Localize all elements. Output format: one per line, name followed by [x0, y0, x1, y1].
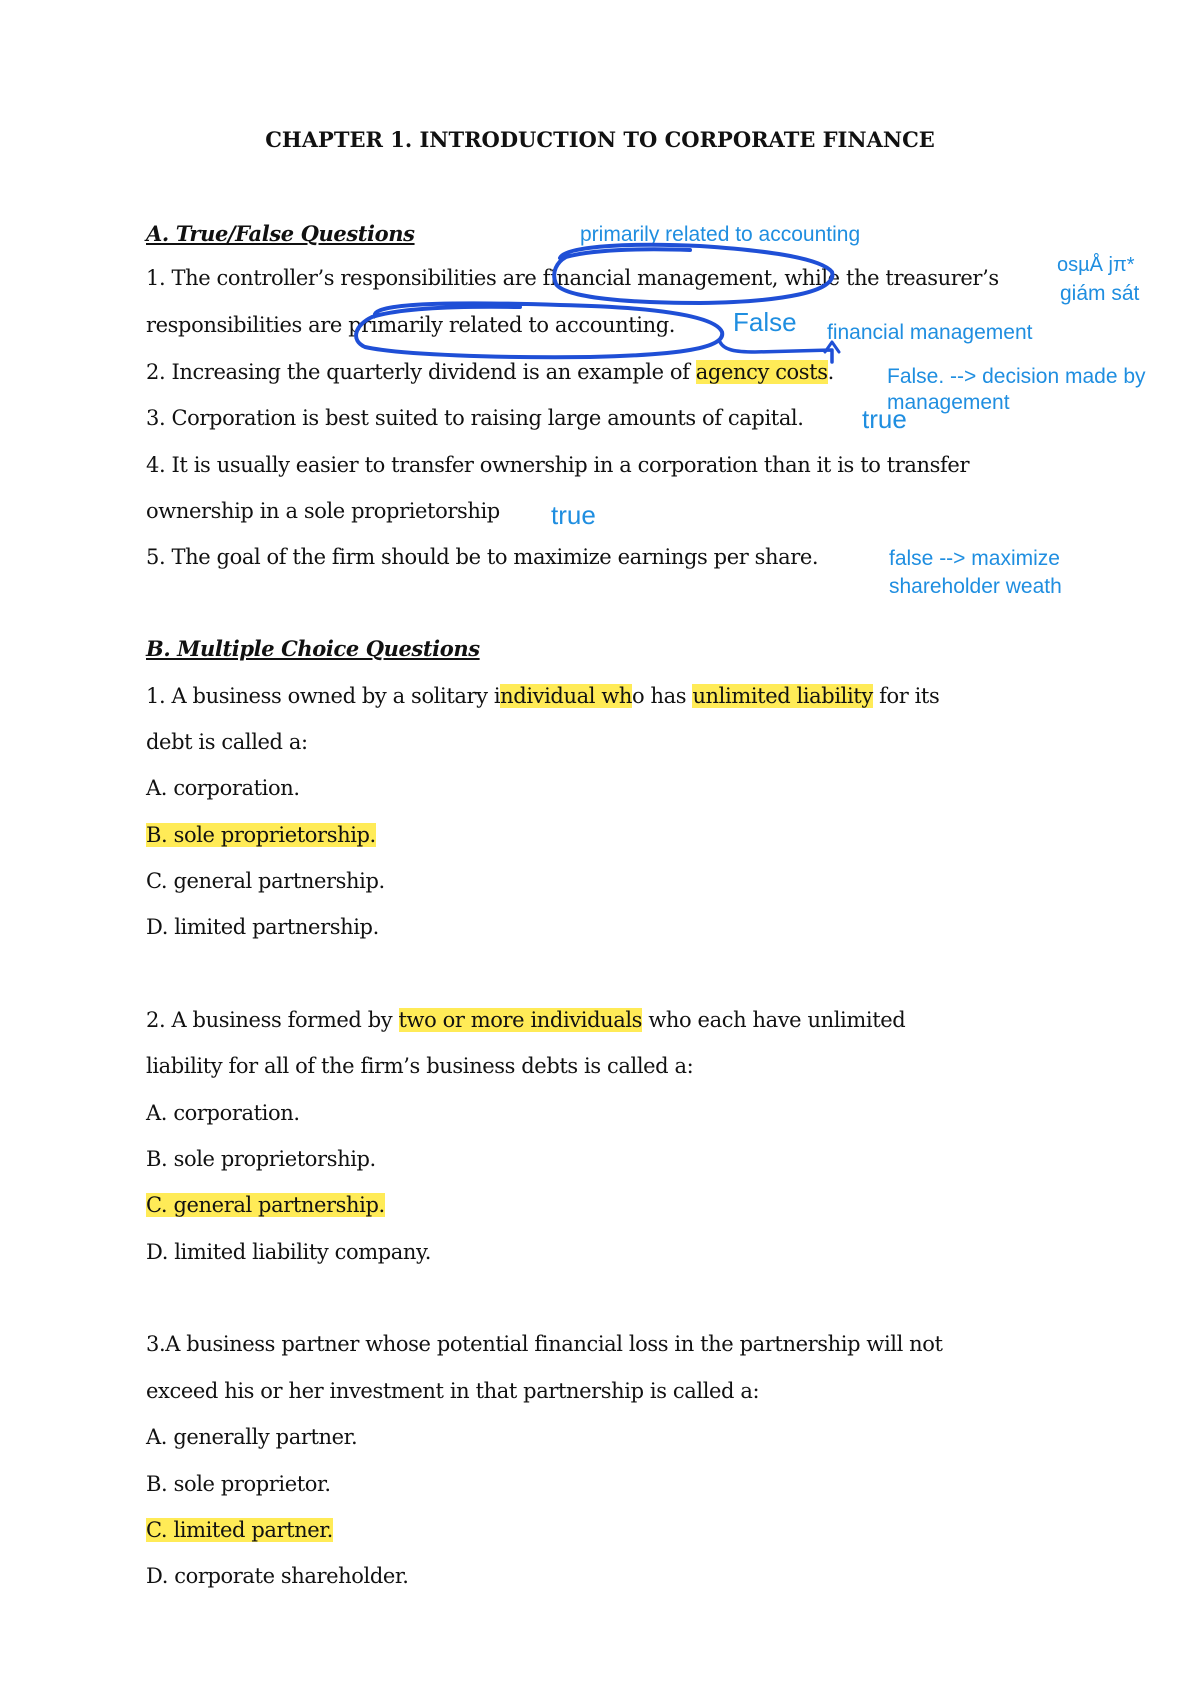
mc-q3-option-c-highlight: C. limited partner. — [146, 1518, 333, 1542]
annotation-scribble: osµÅ jπ* — [1057, 254, 1135, 276]
tf-q1-text-c: responsibilities are — [146, 313, 349, 337]
mc-q1-text-b: o has — [632, 684, 693, 708]
mc-q2-option-d: D. limited liability company. — [146, 1240, 431, 1264]
annotation-primarily-accounting: primarily related to accounting — [580, 223, 861, 246]
annotation-true-q4: true — [551, 500, 596, 530]
tf-question-2 — [146, 356, 834, 388]
mc-q3-option-a: A. generally partner. — [146, 1425, 358, 1449]
tf-question-4-line-2: ownership in a sole proprietorship — [146, 499, 500, 523]
mc-q1-option-b — [146, 819, 376, 851]
tf-question-4-line-1: 4. It is usually easier to transfer ownership in a corporation than it is to transfer — [146, 453, 970, 477]
section-b-heading: B. Multiple Choice Questions — [146, 636, 480, 661]
tf-q2-highlight: agency costs — [695, 360, 828, 384]
mc-q2-option-c-highlight: C. general partnership. — [146, 1193, 385, 1217]
mc-question-2-line-2: liability for all of the firm’s business debts is called a: — [146, 1054, 694, 1078]
tf-question-1-line-2 — [146, 309, 675, 341]
mc-q1-option-a: A. corporation. — [146, 776, 300, 800]
tf-q1-text-a: 1. The controller’s responsibilities are — [146, 266, 543, 290]
mc-question-3-line-2: exceed his or her investment in that partnership is called a: — [146, 1379, 760, 1403]
section-a-heading: A. True/False Questions — [146, 221, 415, 246]
annotation-giam-sat: giám sát — [1060, 282, 1140, 305]
mc-q2-option-b: B. sole proprietorship. — [146, 1147, 376, 1171]
annotation-true-q3: true — [862, 404, 907, 434]
annotation-false-q1: False — [733, 307, 797, 337]
annotation-false-q5: false --> maximize — [889, 547, 1060, 570]
mc-q2-option-c — [146, 1189, 385, 1221]
mc-q1-text-c: for its — [872, 684, 940, 708]
tf-q1-text-b: , while the treasurer’s — [771, 266, 999, 290]
tf-q1-circled-financial-management: financial management — [542, 266, 772, 290]
mc-question-3-line-1: 3.A business partner whose potential financial loss in the partnership will not — [146, 1332, 943, 1356]
annotation-shareholder-weath: shareholder weath — [889, 575, 1062, 598]
tf-q1-circled-accounting: primarily related to accounting — [348, 313, 669, 337]
annotation-false-q2: False. --> decision made by — [887, 365, 1146, 388]
mc-q1-highlight-individual: ndividual wh — [500, 684, 633, 708]
mc-q2-text-a: 2. A business formed by — [146, 1008, 399, 1032]
mc-q1-option-d: D. limited partnership. — [146, 915, 379, 939]
tf-q1-text-d: . — [668, 313, 676, 337]
tf-q2-end: . — [827, 360, 834, 384]
tf-question-3: 3. Corporation is best suited to raising large amounts of capital. — [146, 406, 804, 430]
mc-question-2-line-1 — [146, 1004, 905, 1036]
mc-q3-option-c — [146, 1514, 333, 1546]
annotation-management: management — [887, 391, 1010, 414]
mc-q1-option-c: C. general partnership. — [146, 869, 385, 893]
mc-q2-text-b: who each have unlimited — [642, 1008, 906, 1032]
mc-q1-text-a: 1. A business owned by a solitary i — [146, 684, 501, 708]
mc-q3-option-d: D. corporate shareholder. — [146, 1564, 409, 1588]
mc-q3-option-b: B. sole proprietor. — [146, 1472, 331, 1496]
mc-q2-option-a: A. corporation. — [146, 1101, 300, 1125]
annotation-financial-management: financial management — [827, 321, 1033, 344]
tf-question-1-line-1 — [146, 262, 999, 294]
mc-question-1-line-2: debt is called a: — [146, 730, 308, 754]
mc-question-1-line-1 — [146, 680, 939, 712]
tf-question-5: 5. The goal of the firm should be to maximize earnings per share. — [146, 545, 819, 569]
mc-q1-highlight-liability: unlimited liability — [692, 684, 873, 708]
chapter-title: CHAPTER 1. INTRODUCTION TO CORPORATE FINANCE — [265, 127, 935, 152]
tf-q2-text: 2. Increasing the quarterly dividend is an example of — [146, 360, 696, 384]
mc-q1-option-b-highlight: B. sole proprietorship. — [146, 823, 376, 847]
mc-q2-highlight: two or more individuals — [398, 1008, 643, 1032]
